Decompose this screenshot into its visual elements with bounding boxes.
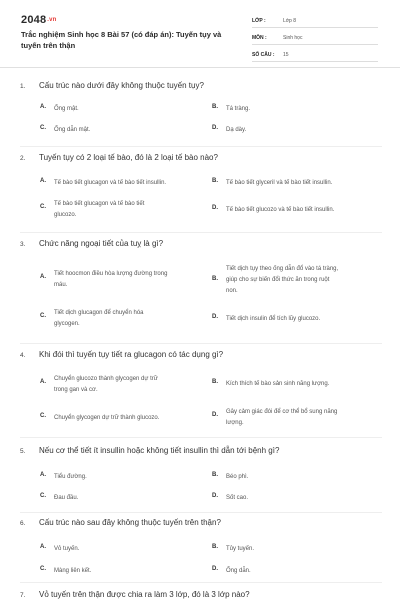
option-letter: B.: [212, 276, 218, 282]
option-letter: D.: [212, 493, 218, 499]
question-number: 5.: [20, 448, 26, 455]
meta-label: SỐ CÂU :: [252, 51, 275, 58]
question-number: 3.: [20, 241, 26, 248]
document-title-line: Trắc nghiệm Sinh học 8 Bài 57 (có đáp án): Tuyến tụy và: [21, 30, 222, 39]
option-text: [226, 264, 338, 297]
option-b[interactable]: [212, 264, 380, 297]
option-text-line: Tế bào tiết glyceril và tế bào tiết insullin.: [226, 180, 333, 186]
option-letter: C.: [40, 313, 46, 319]
option-text: [226, 566, 251, 577]
option-c[interactable]: [40, 566, 195, 577]
question-number: 1.: [20, 83, 26, 90]
question-number: 4.: [20, 352, 26, 359]
option-letter: C.: [40, 125, 46, 131]
option-d[interactable]: [212, 566, 377, 577]
option-text: [54, 178, 166, 189]
option-c[interactable]: [40, 413, 208, 424]
option-letter: B.: [212, 544, 218, 550]
option-b[interactable]: [212, 379, 380, 390]
option-c[interactable]: [40, 199, 195, 221]
question-text: Cấu trúc nào dưới đây không thuộc tuyến tụy?: [39, 81, 204, 90]
question-divider: [20, 343, 382, 344]
option-b[interactable]: [212, 178, 380, 189]
option-a[interactable]: [40, 544, 195, 555]
question-2: [20, 153, 382, 228]
option-text: [226, 379, 329, 390]
question-header: [20, 81, 382, 93]
option-text: [226, 544, 254, 555]
option-text: [54, 472, 87, 483]
option-text-line: Kích thích tế bào sản sinh năng lượng.: [226, 381, 330, 387]
option-text: [54, 544, 79, 555]
meta-row-grade: [252, 14, 378, 28]
header-divider: [0, 67, 400, 68]
option-text: [226, 125, 246, 136]
option-text-line: Ống dẫn mật.: [54, 127, 91, 133]
option-a[interactable]: [40, 374, 208, 396]
option-text: [54, 413, 159, 424]
option-letter: B.: [212, 472, 218, 478]
question-number: 6.: [20, 520, 26, 527]
option-c[interactable]: [40, 125, 195, 136]
option-text-line: Tế bào tiết glucagon và tế bào tiết insullin.: [54, 180, 167, 186]
meta-row-count: [252, 48, 378, 62]
option-a[interactable]: [40, 104, 195, 115]
question-text: Chức năng ngoại tiết của tuỵ là gì?: [39, 239, 164, 248]
option-text-line: glycogen.: [54, 321, 80, 327]
meta-value: 15: [283, 51, 289, 58]
document-meta: [252, 14, 378, 65]
site-logo[interactable]: [21, 14, 57, 26]
question-number: 7.: [20, 592, 26, 599]
option-letter: D.: [212, 125, 218, 131]
question-6: [20, 518, 382, 578]
option-letter: D.: [212, 314, 218, 320]
question-3: [20, 239, 382, 339]
question-text: Cấu trúc nào sau đây không thuộc tuyến trên thận?: [39, 518, 221, 527]
option-letter: C.: [40, 413, 46, 419]
option-text: [54, 374, 158, 396]
option-text: [226, 104, 250, 115]
question-text: Khi đói thì tuyến tụy tiết ra glucagon có tác dụng gì?: [39, 350, 224, 359]
option-letter: A.: [40, 472, 46, 478]
question-header: [20, 518, 382, 530]
question-divider: [20, 512, 382, 513]
option-text: [226, 314, 320, 325]
option-text-line: Tá tràng.: [226, 106, 251, 112]
option-text-line: glucozo.: [54, 212, 77, 218]
option-letter: B.: [212, 104, 218, 110]
option-text-line: Đau đầu.: [54, 495, 79, 501]
option-letter: A.: [40, 104, 46, 110]
option-letter: B.: [212, 178, 218, 184]
option-text-line: Tiết dịch insulin để tích lũy glucozo.: [226, 316, 321, 322]
question-text: Nếu cơ thể tiết ít insullin hoặc không tiết insullin thì dẫn tới bệnh gì?: [39, 446, 280, 455]
option-letter: A.: [40, 544, 46, 550]
logo-main-text: 2048: [21, 14, 47, 26]
option-text: [226, 407, 337, 429]
question-4: [20, 350, 382, 438]
option-text: [226, 472, 248, 483]
option-a[interactable]: [40, 472, 195, 483]
page-header: [0, 0, 400, 64]
option-text-line: Tế bào tiết glucozo và tế bào tiết insullin.: [226, 207, 335, 213]
question-text: Vỏ tuyến trên thận được chia ra làm 3 lớp, đó là 3 lớp nào?: [39, 590, 250, 599]
question-number: 2.: [20, 155, 26, 162]
option-text-line: Tiết dịch glucagon để chuyển hóa: [54, 310, 144, 316]
option-text-line: Tiết hoocmon điều hòa lượng đường trong: [54, 271, 168, 277]
question-text: Tuyến tụy có 2 loại tế bào, đó là 2 loại tế bào nào?: [39, 153, 218, 162]
option-text-line: Tiết dịch tụy theo ống dẫn đổ vào tá tràng,: [226, 266, 339, 272]
question-1: [20, 81, 382, 141]
question-header: [20, 239, 382, 251]
option-a[interactable]: [40, 269, 208, 291]
option-d[interactable]: [212, 493, 377, 504]
option-text-line: Chuyển glucozo thành glycogen dự trữ: [54, 376, 158, 382]
option-letter: B.: [212, 379, 218, 385]
option-d[interactable]: [212, 407, 380, 429]
logo-suffix-text: .vn: [47, 17, 57, 24]
option-text-line: Vỏ tuyến.: [54, 546, 80, 552]
option-d[interactable]: [212, 125, 377, 136]
option-letter: A.: [40, 274, 46, 280]
option-b[interactable]: [212, 104, 377, 115]
option-text-line: Tiểu đường.: [54, 474, 87, 480]
option-letter: A.: [40, 178, 46, 184]
option-b[interactable]: [212, 472, 377, 483]
option-text-line: Chuyển glycogen dự trữ thành glucozo.: [54, 415, 160, 421]
option-text: [54, 125, 90, 136]
option-letter: A.: [40, 379, 46, 385]
option-text-line: Màng liên kết.: [54, 568, 92, 574]
option-letter: C.: [40, 493, 46, 499]
question-divider: [20, 437, 382, 438]
meta-label: LỚP :: [252, 17, 266, 24]
option-text: [54, 104, 79, 115]
option-text: [226, 493, 248, 504]
option-text-line: Sốt cao.: [226, 495, 249, 501]
option-text: [54, 566, 91, 577]
option-letter: C.: [40, 204, 46, 210]
question-header: [20, 446, 382, 458]
option-d[interactable]: [212, 314, 380, 325]
option-text-line: Ống dẫn.: [226, 568, 251, 574]
option-text-line: Gây cảm giác đói để cơ thể bổ sung năng: [226, 409, 338, 415]
document-title-line: tuyến trên thận: [21, 40, 76, 50]
option-text-line: giúp cho sự biến đổi thức ăn trong ruột: [226, 277, 330, 283]
option-a[interactable]: [40, 178, 205, 189]
option-text: [226, 205, 334, 216]
option-text-line: Tủy tuyến.: [226, 546, 255, 552]
question-header: [20, 350, 382, 362]
option-text-line: Ống mật.: [54, 106, 79, 112]
option-letter: D.: [212, 566, 218, 572]
meta-value: Sinh học: [283, 34, 303, 41]
question-divider: [20, 146, 382, 147]
question-header: [20, 590, 382, 600]
question-header: [20, 153, 382, 165]
option-text: [226, 178, 332, 189]
meta-row-subject: [252, 31, 378, 45]
option-b[interactable]: [212, 544, 377, 555]
option-c[interactable]: [40, 493, 195, 504]
option-text-line: lượng.: [226, 420, 244, 426]
option-text-line: trong gan và cơ.: [54, 387, 98, 393]
option-text-line: Tế bào tiết glucagon và tế bào tiết: [54, 201, 145, 207]
question-divider: [20, 232, 382, 233]
option-c[interactable]: [40, 308, 208, 330]
question-divider: [20, 582, 382, 583]
option-text-line: máu.: [54, 282, 68, 288]
option-text: [54, 269, 167, 291]
option-text-line: Dạ dày.: [226, 127, 247, 133]
option-letter: D.: [212, 412, 218, 418]
document-title: [21, 30, 236, 51]
option-text: [54, 493, 78, 504]
option-text-line: Béo phì.: [226, 474, 249, 480]
question-5: [20, 446, 382, 506]
option-text: [54, 308, 144, 330]
meta-value: Lớp 8: [283, 17, 297, 24]
question-7: [20, 590, 382, 600]
option-letter: D.: [212, 205, 218, 211]
option-letter: C.: [40, 566, 46, 572]
option-d[interactable]: [212, 205, 380, 216]
meta-label: MÔN :: [252, 34, 267, 41]
option-text-line: non.: [226, 288, 238, 294]
option-text: [54, 199, 144, 221]
